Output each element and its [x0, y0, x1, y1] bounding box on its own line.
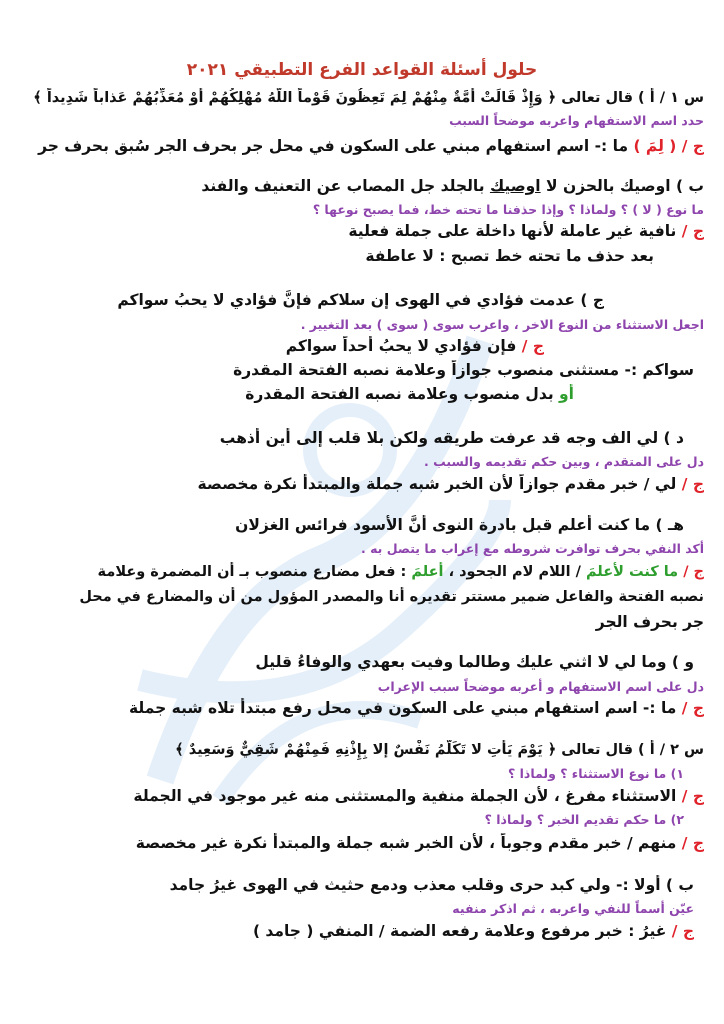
answer-1c-detail: سواكم :- مستثنى منصوب جوازاً وعلامة نصبه الفتحة المقدرة	[233, 361, 694, 379]
instruction-1e: أكد النفي بحرف توافرت شروطه مع إعراب ما يتصل به .	[361, 541, 704, 556]
instruction-1f: دل على اسم الاستفهام و أعربه موضحاً سبب الإعراب	[377, 679, 704, 694]
question-1a: س ١ / أ ) قال تعالى ﴿ وَإِذْ قَالَتْ أُمَّةٌ مِنْهُمْ لِمَ تَعِظُونَ قَوْماً اللَّهُ مُهْلِكُهُمْ أَوْ مُعَذِّبُهُمْ عَذاباً شَدِيداً ﴾	[33, 90, 704, 106]
question-1b: ب ) اوصيك بالحزن لا اوصيك بالجلد جل المصاب عن التعنيف والفند	[201, 177, 704, 195]
answer-1d: ج / لي / خبر مقدم جوازاً لأن الخبر شبه جملة والمبتدأ نكرة مخصصة	[197, 475, 704, 493]
page-title: حلول أسئلة القواعد الفرع التطبيقي ٢٠٢١	[186, 60, 538, 80]
instruction-2b: عيّن أسماً للنفي واعربه ، ثم اذكر منفيه	[452, 901, 694, 916]
question-2a: س ٢ / أ ) قال تعالى ﴿ يَوْمَ يَأْتِ لا تَكَلَّمُ نَفْسٌ إلا بِإِذْنِهِ فَمِنْهُمْ شَقِيٌّ وَسَعِيدٌ ﴾	[175, 742, 704, 758]
instruction-2a-2: ٢) ما حكم تقديم الخبر ؟ ولماذا ؟	[484, 812, 684, 827]
answer-2a-1: ج / الاستثناء مفرغ ، لأن الجملة منفية والمستثنى منه غير موجود في الجملة	[133, 787, 704, 805]
instruction-1a: حدد اسم الاستفهام واعربه موضحاً السبب	[449, 113, 704, 128]
question-1f: و ) وما لي لا اثني عليك وطالما وفيت بعهدي والوفاءُ قليل	[255, 653, 694, 671]
answer-2a-2: ج / منهم / خبر مقدم وجوباً ، لأن الخبر شبه جملة والمبتدأ نكرة غير مخصصة	[135, 834, 704, 852]
instruction-1d: دل على المتقدم ، وبين حكم تقديمه والسبب .	[424, 454, 704, 469]
question-1e: هـ ) ما كنت أعلم قبل بادرة النوى أنَّ الأسود فرائس الغزلان	[235, 516, 684, 534]
answer-1c-alt: أو بدل منصوب وعلامة نصبه الفتحة المقدرة	[245, 385, 574, 403]
instruction-1b: ما نوع ( لا ) ؟ ولماذا ؟ وإذا حذفنا ما تحته خط، فما يصبح نوعها ؟	[312, 202, 704, 217]
answer-1a: ج / ( لِمَ ) ما :- اسم استفهام مبني على السكون في محل جر بحرف الجر سُبق بحرف جر	[38, 137, 704, 155]
instruction-1c: اجعل الاستثناء من النوع الاخر ، واعرب سوى ( سوى ) بعد التغيير .	[300, 317, 704, 332]
question-2b: ب ) أولا :- ولي كبد حرى وقلب معذب ودمع حثيث في الهوى غيرُ جامد	[169, 876, 694, 894]
answer-1e-line2: نصبه الفتحة والفاعل ضمير مستتر تقديره أنا والمصدر المؤول من أن والمضارع في محل	[79, 589, 704, 605]
question-1d: د ) لي الف وجه قد عرفت طريقه ولكن بلا قلب إلى أين أذهب	[219, 429, 684, 447]
answer-1c: ج / فإن فؤادي لا يحبُ أحداً سواكم	[285, 337, 544, 355]
answer-1b: ج / نافية غير عاملة لأنها داخلة على جملة فعلية	[348, 222, 704, 240]
instruction-2a-1: ١) ما نوع الاستثناء ؟ ولماذا ؟	[508, 766, 684, 781]
answer-1f: ج / ما :- اسم استفهام مبني على السكون في محل رفع مبتدأ تلاه شبه جملة	[129, 699, 704, 717]
answer-1b-note: بعد حذف ما تحته خط تصبح : لا عاطفة	[365, 247, 654, 265]
answer-2b: ج / غيرُ : خبر مرفوع وعلامة رفعه الضمة / المنفي ( جامد )	[252, 922, 694, 940]
answer-1e-line3: جر بحرف الجر	[595, 613, 704, 631]
question-1c: ج ) عدمت فؤادي في الهوى إن سلاكم فإنَّ فؤادي لا يحبُ سواكم	[117, 291, 604, 309]
answer-1e: ج / ما كنت لأعلمَ / اللام لام الجحود ، أعلمَ : فعل مضارع منصوب بـ أن المضمرة وعلامة	[97, 564, 704, 580]
